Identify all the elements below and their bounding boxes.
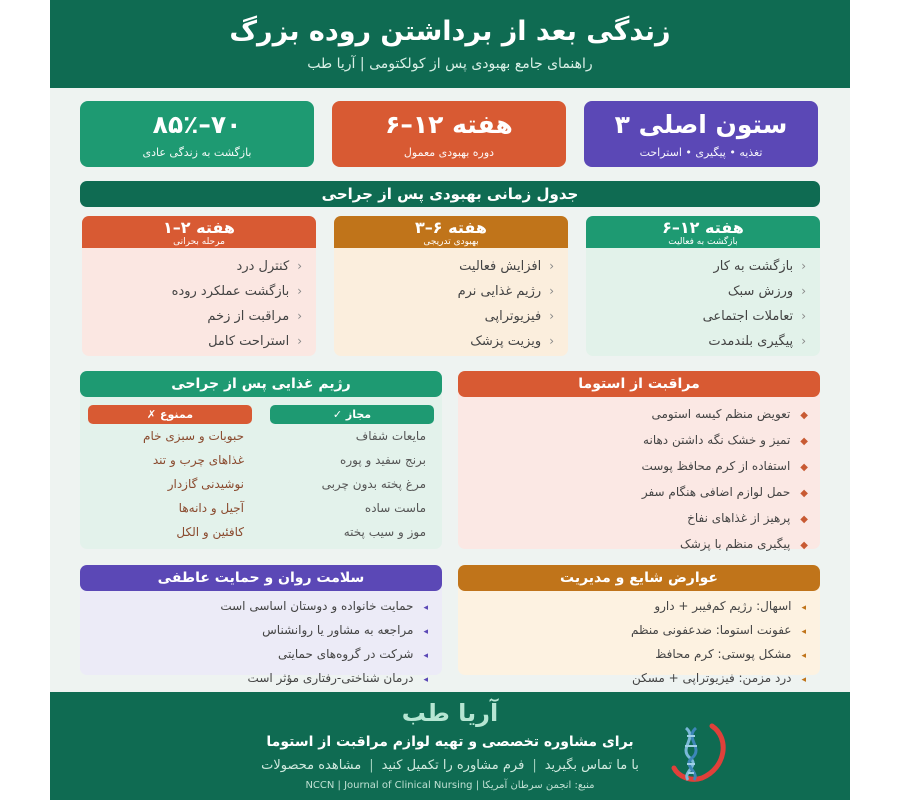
allowed-tag: مجاز ✓ [270,405,434,424]
list-item [594,329,806,354]
triangle-bullet-icon: ◂ [801,627,806,637]
chevron-left-icon: ‹ [297,309,302,323]
list-item [342,304,554,329]
infographic-page [50,0,850,800]
list-item [80,619,428,643]
triangle-bullet-icon: ◂ [801,603,806,613]
phase-title: هفته ۱۲–۶ [662,218,744,237]
stat-value: ستون اصلی ۳ [614,110,788,139]
list-item [594,279,806,304]
list-item-text: استفاده از کرم محافظ پوست [641,459,791,473]
list-item [342,329,554,354]
chevron-left-icon: ‹ [801,309,806,323]
stat-card-pillars [584,101,818,167]
diamond-bullet-icon: ◆ [800,488,808,499]
stoma-care-panel [458,371,820,549]
list-item-text: ورزش سبک [727,284,794,299]
footer [50,692,850,800]
diet-panel [80,371,442,549]
list-item [458,595,806,619]
list-item-text: تمیز و خشک نگه داشتن دهانه [643,433,791,447]
list-item: برنج سفید و پوره [340,453,426,467]
list-item-text: پرهیز از غذاهای نفاخ [687,511,791,525]
stat-label: بازگشت به زندگی عادی [142,146,252,159]
list-item [80,643,428,667]
stat-label: تغذیه • پیگیری • استراحت [639,146,763,159]
stat-value: ۷۰–۸۵٪ [152,110,242,139]
list-item-text: درمان شناختی-رفتاری مؤثر است [247,671,414,685]
diamond-bullet-icon: ◆ [800,436,808,447]
list-item [342,279,554,304]
diamond-bullet-icon: ◆ [800,462,808,473]
phase-body [334,248,568,356]
panel-title: عوارض شایع و مدیریت [458,565,820,591]
source-note: منبع: انجمن سرطان آمریکا | NCCN | Journal of Clinical Nursing [305,780,595,791]
list-item-text: فیزیوتراپی [484,309,542,324]
list-item-text: عفونت استوما: ضدعفونی منظم [630,623,792,637]
list-item [80,667,428,691]
complications-panel [458,565,820,685]
triangle-bullet-icon: ◂ [423,603,428,613]
list-item: مایعات شفاف [355,429,426,443]
link-separator: | [532,758,537,773]
list-item-text: افزایش فعالیت [459,259,542,274]
list-item: مرغ پخته بدون چربی [321,477,426,491]
list-item-text: کنترل درد [236,259,290,274]
phase-card-weeks-6-12 [586,216,820,356]
list-item [458,506,808,532]
consultation-form-link[interactable]: فرم مشاوره را تکمیل کنید [381,758,525,773]
phase-title: هفته ۶–۳ [415,218,487,237]
list-item: ماست ساده [364,501,426,515]
list-item: کافئین و الکل [176,525,244,539]
brand-name: آریا طب [401,699,499,727]
phase-header [586,216,820,248]
stat-value: هفته ۱۲–۶ [385,110,513,139]
timeline-title: جدول زمانی بهبودی پس از جراحی [80,181,820,207]
panel-title: رژیم غذایی پس از جراحی [80,371,442,397]
phase-header [334,216,568,248]
stat-card-recovery [332,101,566,167]
list-item-text: ویزیت پزشک [470,334,542,349]
phase-card-weeks-1-2 [82,216,316,356]
phase-card-weeks-3-6 [334,216,568,356]
triangle-bullet-icon: ◂ [801,651,806,661]
panel-title: سلامت روان و حمایت عاطفی [80,565,442,591]
list-item: موز و سیب پخته [343,525,426,539]
chevron-left-icon: ‹ [801,284,806,298]
list-item-text: تعاملات اجتماعی [702,309,794,324]
footer-links [50,758,850,773]
link-separator: | [369,758,374,773]
list-item [458,454,808,480]
diamond-bullet-icon: ◆ [800,540,808,551]
chevron-left-icon: ‹ [801,334,806,348]
triangle-bullet-icon: ◂ [423,675,428,685]
list-item-text: شرکت در گروه‌های حمایتی [277,647,414,661]
diet-columns [88,405,434,545]
list-item [594,304,806,329]
list-item [458,667,806,691]
list-item-text: مراقبت از زخم [207,309,290,324]
list-item [90,279,302,304]
list-item-text: پیگیری بلندمدت [708,334,794,349]
triangle-bullet-icon: ◂ [423,651,428,661]
chevron-left-icon: ‹ [549,259,554,273]
allowed-foods-column [270,405,434,544]
phase-body [586,248,820,356]
list-item [458,532,808,558]
list-item [458,480,808,506]
list-item: آجیل و دانه‌ها [178,501,244,515]
chevron-left-icon: ‹ [297,334,302,348]
phase-body [82,248,316,356]
list-item [458,619,806,643]
list-item-text: درد مزمن: فیزیوتراپی + مسکن [631,671,792,685]
phase-title: هفته ۲–۱ [163,218,235,237]
phase-subtitle: مرحله بحرانی [173,237,225,247]
banned-foods-column [88,405,252,544]
footer-cta: برای مشاوره تخصصی و تهیه لوازم مراقبت از استوما [266,734,634,750]
triangle-bullet-icon: ◂ [801,675,806,685]
list-item-text: رژیم غذایی نرم [457,284,542,299]
list-item [80,595,428,619]
list-item-text: مراجعه به مشاور یا روانشناس [262,623,414,637]
stat-card-return [80,101,314,167]
chevron-left-icon: ‹ [549,334,554,348]
page-subtitle: راهنمای جامع بهبودی پس از کولکتومی | آریا طب [307,56,593,72]
list-item-text: استراحت کامل [208,334,290,349]
list-item-text: بازگشت به کار [713,259,794,274]
list-item-text: بازگشت عملکرد روده [171,284,290,299]
list-item-text: حمل لوازم اضافی هنگام سفر [641,485,791,499]
list-item [458,402,808,428]
list-item: غذاهای چرب و تند [152,453,244,467]
diamond-bullet-icon: ◆ [800,410,808,421]
chevron-left-icon: ‹ [297,284,302,298]
list-item [458,428,808,454]
chevron-left-icon: ‹ [549,284,554,298]
list-item-text: تعویض منظم کیسه استومی [651,407,791,421]
list-item: نوشیدنی گازدار [167,477,244,491]
list-item-text: حمایت خانواده و دوستان اساسی است [220,599,414,613]
list-item-text: پیگیری منظم با پزشک [680,537,791,551]
list-item [90,329,302,354]
list-item [458,643,806,667]
contact-link[interactable]: با ما تماس بگیرید [544,758,639,773]
stats-row [80,101,818,167]
list-item-text: اسهال: رژیم کم‌فیبر + دارو [654,599,792,613]
phase-subtitle: بازگشت به فعالیت [668,237,738,247]
chevron-left-icon: ‹ [297,259,302,273]
list-item [90,254,302,279]
banned-tag: ممنوع ✗ [88,405,252,424]
products-link[interactable]: مشاهده محصولات [261,758,362,773]
list-item-text: مشکل پوستی: کرم محافظ [655,647,792,661]
diamond-bullet-icon: ◆ [800,514,808,525]
list-item [342,254,554,279]
page-title: زندگی بعد از برداشتن روده بزرگ [229,16,671,47]
dna-ribbon-logo-icon [660,716,730,786]
list-item: حبوبات و سبزی خام [143,429,244,443]
stat-label: دوره بهبودی معمول [403,146,495,159]
phase-subtitle: بهبودی تدریجی [423,237,479,247]
list-item [90,304,302,329]
phase-header [82,216,316,248]
list-item [594,254,806,279]
chevron-left-icon: ‹ [801,259,806,273]
header [50,0,850,88]
panel-title: مراقبت از استوما [458,371,820,397]
mental-health-panel [80,565,442,685]
chevron-left-icon: ‹ [549,309,554,323]
triangle-bullet-icon: ◂ [423,627,428,637]
